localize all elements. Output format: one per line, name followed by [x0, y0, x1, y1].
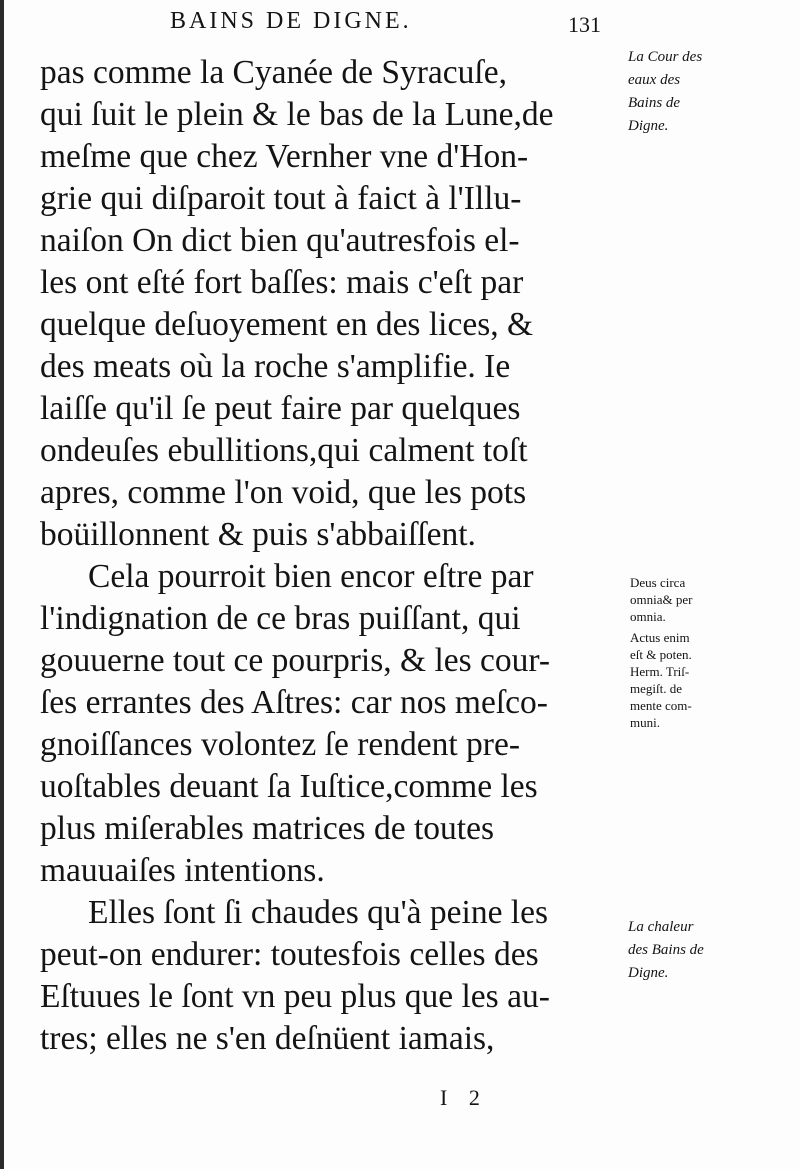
- text-line: pas comme la Cyanée de Syracuſe,: [40, 54, 507, 91]
- margin-note-line: megiſt. de: [630, 681, 682, 696]
- text-line: quelque deſuoyement en des lices, &: [40, 306, 534, 343]
- margin-note-line: Digne.: [628, 118, 669, 134]
- text-line: gouuerne tout ce pourpris, & les cour-: [40, 642, 551, 679]
- margin-note-line: Digne.: [628, 965, 669, 981]
- margin-note-cour-des-eaux: [628, 46, 760, 138]
- text-line: des meats où la roche s'amplifie. Ie: [40, 348, 511, 385]
- text-line: mauuaiſes intentions.: [40, 852, 325, 889]
- body-text: [40, 52, 625, 1060]
- text-line: naiſon On dict bien qu'autresfois el-: [40, 222, 520, 259]
- running-header: BAINS DE DIGNE.: [170, 8, 412, 34]
- text-line: grie qui diſparoit tout à faict à l'Illu-: [40, 180, 522, 217]
- margin-note-line: muni.: [630, 715, 660, 730]
- text-line: les ont eſté fort baſſes: mais c'eſt par: [40, 264, 524, 301]
- margin-note-line: La Cour des: [628, 49, 703, 65]
- text-line: ondeuſes ebullitions,qui calment toſt: [40, 432, 528, 469]
- margin-note-line: eaux des: [628, 72, 681, 88]
- margin-note-line: omnia& per: [630, 592, 693, 607]
- text-line: peut-on endurer: toutesfois celles des: [40, 936, 539, 973]
- text-line: meſme que chez Vernher vne d'Hon-: [40, 138, 529, 175]
- margin-note-line: mente com-: [630, 698, 692, 713]
- margin-note-line: Bains de: [628, 95, 681, 111]
- paragraph-start-line: Cela pourroit bien encor eſtre par: [88, 558, 534, 595]
- text-line: qui ſuit le plein & le bas de la Lune,de: [40, 96, 554, 133]
- margin-note-line: eſt & poten.: [630, 647, 692, 662]
- text-line: laiſſe qu'il ſe peut faire par quelques: [40, 390, 521, 427]
- text-line: gnoiſſances volontez ſe rendent pre-: [40, 726, 520, 763]
- text-line: Eſtuues le ſont vn peu plus que les au-: [40, 978, 550, 1015]
- text-line: tres; elles ne s'en deſnüent iamais,: [40, 1020, 495, 1057]
- text-line: boüillonnent & puis s'abbaiſſent.: [40, 516, 476, 553]
- text-line: plus miſerables matrices de toutes: [40, 810, 494, 847]
- margin-note-line: Deus circa: [630, 575, 686, 590]
- text-line: ſes errantes des Aſtres: car nos meſco-: [40, 684, 548, 721]
- text-line: apres, comme l'on void, que les pots: [40, 474, 527, 511]
- margin-note-line: Herm. Triſ-: [630, 664, 690, 679]
- text-line: uoſtables deuant ſa Iuſtice,comme les: [40, 768, 538, 805]
- margin-note-line: Actus enim: [630, 630, 690, 645]
- margin-note-line: La chaleur: [628, 919, 694, 935]
- margin-note-line: omnia.: [630, 609, 666, 624]
- signature-mark: I 2: [440, 1085, 488, 1110]
- margin-note-line: des Bains de: [628, 942, 704, 958]
- page-number: 131: [568, 12, 601, 37]
- margin-note-deus-circa: [630, 574, 765, 731]
- margin-note-chaleur: [628, 916, 760, 985]
- page-edge-shadow: [0, 0, 4, 1169]
- text-line: l'indignation de ce bras puiſſant, qui: [40, 600, 521, 637]
- paragraph-start-line: Elles ſont ſi chaudes qu'à peine les: [88, 894, 549, 931]
